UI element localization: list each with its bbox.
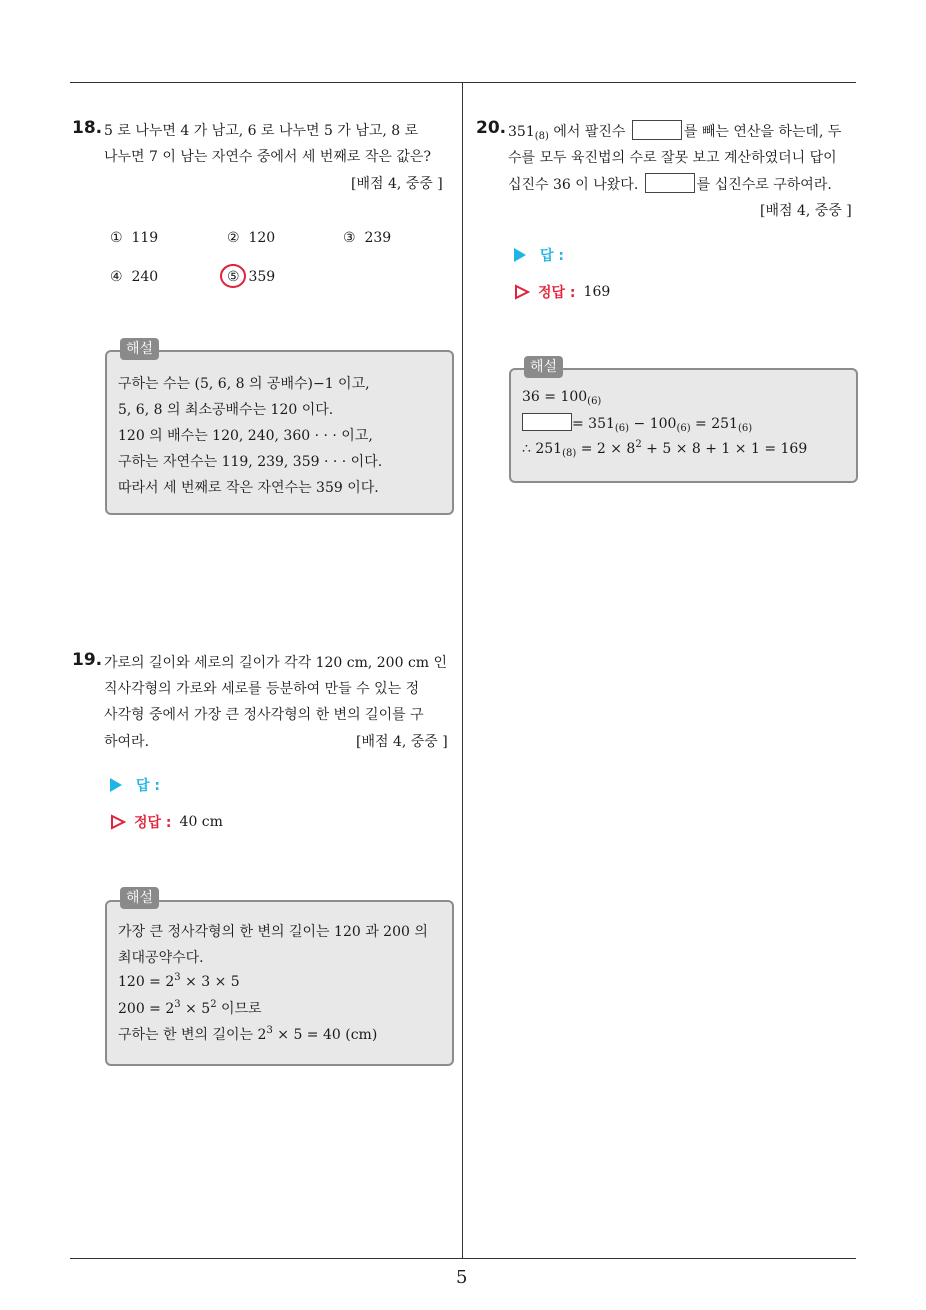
choice-5-mark: ⑤: [227, 269, 240, 285]
answer-label: 답 :: [540, 248, 564, 264]
blank-box[interactable]: [522, 413, 572, 431]
solution-line: $120 = 2^3 \times 3 \times 5$: [118, 972, 240, 990]
blank-box[interactable]: [632, 120, 682, 140]
question-18-solution-tag: 해설: [120, 338, 159, 360]
question-19-solution-tag: 해설: [120, 887, 159, 909]
choice-1-mark: ①: [110, 230, 123, 246]
question-20-correct-row: [514, 282, 610, 302]
question-20-text-line: 수를 모두 육진법의 수로 잘못 보고 계산하였더니 답이: [508, 150, 837, 166]
solution-line: 5, 6, 8 의 최소공배수는 120 이다.: [118, 402, 334, 418]
question-19-number: 19.: [72, 650, 103, 670]
top-rule: [70, 82, 856, 83]
bottom-rule: [70, 1258, 856, 1259]
question-19-text-line: 사각형 중에서 가장 큰 정사각형의 한 변의 길이를 구: [104, 707, 424, 723]
solution-line: ∴ $251_{(8)} = 2 \times 8^2 + 5 \times 8 + 1 \times 1 = 169$: [522, 439, 808, 459]
solution-line: 최대공약수다.: [118, 950, 204, 966]
solution-line: 따라서 세 번째로 작은 자연수는 359 이다.: [118, 480, 379, 496]
question-19-answer-row[interactable]: [110, 775, 160, 795]
question-20-solution-tag: 해설: [524, 356, 563, 378]
solution-line: 구하는 수는 (5, 6, 8 의 공배수)−1 이고,: [118, 376, 370, 392]
question-20-answer-row[interactable]: [514, 245, 564, 265]
page-number: 5: [456, 1267, 468, 1288]
choice-2-mark: ②: [227, 230, 240, 246]
correct-answer-label: 정답 :: [538, 285, 576, 301]
solution-line: 구하는 자연수는 119, 239, 359 · · · 이다.: [118, 454, 383, 470]
solution-line: $36 = 100_{(6)}$: [522, 389, 602, 407]
question-20-text-line: 십진수 36 이 나왔다. 를 십진수로 구하여라.: [508, 173, 832, 194]
solution-line: 구하는 한 변의 길이는 $2^3 \times 5 = 40$ (cm): [118, 1025, 378, 1043]
question-18-text-line: 5 로 나누면 4 가 남고, 6 로 나누면 5 가 남고, 8 로: [104, 123, 419, 139]
question-18-text-line: 나누면 7 이 남는 자연수 중에서 세 번째로 작은 값은?: [104, 149, 431, 165]
answer-circle-mark-icon: [218, 262, 250, 292]
choice-3-mark: ③: [343, 230, 356, 246]
question-20-text-line: $351_{(8)}$ 에서 팔진수 를 빼는 연산을 하는데, 두: [508, 120, 841, 142]
solution-line: = $351_{(6)} - 100_{(6)} = 251_{(6)}$: [522, 413, 752, 434]
question-19-text-line: 직사각형의 가로와 세로를 등분하여 만들 수 있는 정: [104, 681, 420, 697]
correct-answer-label: 정답 :: [134, 815, 172, 831]
choice-1[interactable]: [110, 230, 158, 246]
question-19-text-line: 가로의 길이와 세로의 길이가 각각 120 cm, 200 cm 인: [104, 655, 448, 671]
play-outline-icon: [514, 284, 530, 300]
choice-4-mark: ④: [110, 269, 123, 285]
question-18-score: [배점 4, 중중 ]: [351, 176, 443, 192]
question-20-score: [배점 4, 중중 ]: [760, 203, 852, 219]
column-divider: [462, 83, 463, 1258]
question-18-number: 18.: [72, 118, 103, 138]
choice-3[interactable]: [343, 230, 391, 246]
correct-answer-value: 169: [583, 284, 611, 300]
blank-box[interactable]: [645, 173, 695, 193]
play-filled-icon: [110, 778, 122, 792]
choice-4[interactable]: [110, 269, 158, 285]
solution-line: $200 = 2^3 \times 5^2$ 이므로: [118, 999, 262, 1017]
play-outline-icon: [110, 814, 126, 830]
choice-3-value: 239: [364, 230, 392, 246]
choice-4-value: 240: [131, 269, 159, 285]
play-filled-icon: [514, 248, 526, 262]
question-20-number: 20.: [476, 118, 507, 138]
choice-2-value: 120: [248, 230, 276, 246]
choice-1-value: 119: [131, 230, 159, 246]
question-19-score: [배점 4, 중중 ]: [356, 734, 448, 750]
solution-line: 120 의 배수는 120, 240, 360 · · · 이고,: [118, 428, 373, 444]
answer-label: 답 :: [136, 778, 160, 794]
question-19-correct-row: [110, 812, 223, 832]
choice-2[interactable]: [227, 230, 275, 246]
solution-line: 가장 큰 정사각형의 한 변의 길이는 120 과 200 의: [118, 924, 428, 940]
question-19-text-line: 하여라.: [104, 734, 150, 750]
correct-answer-value: 40 cm: [179, 814, 223, 830]
choice-5-value: 359: [248, 269, 276, 285]
